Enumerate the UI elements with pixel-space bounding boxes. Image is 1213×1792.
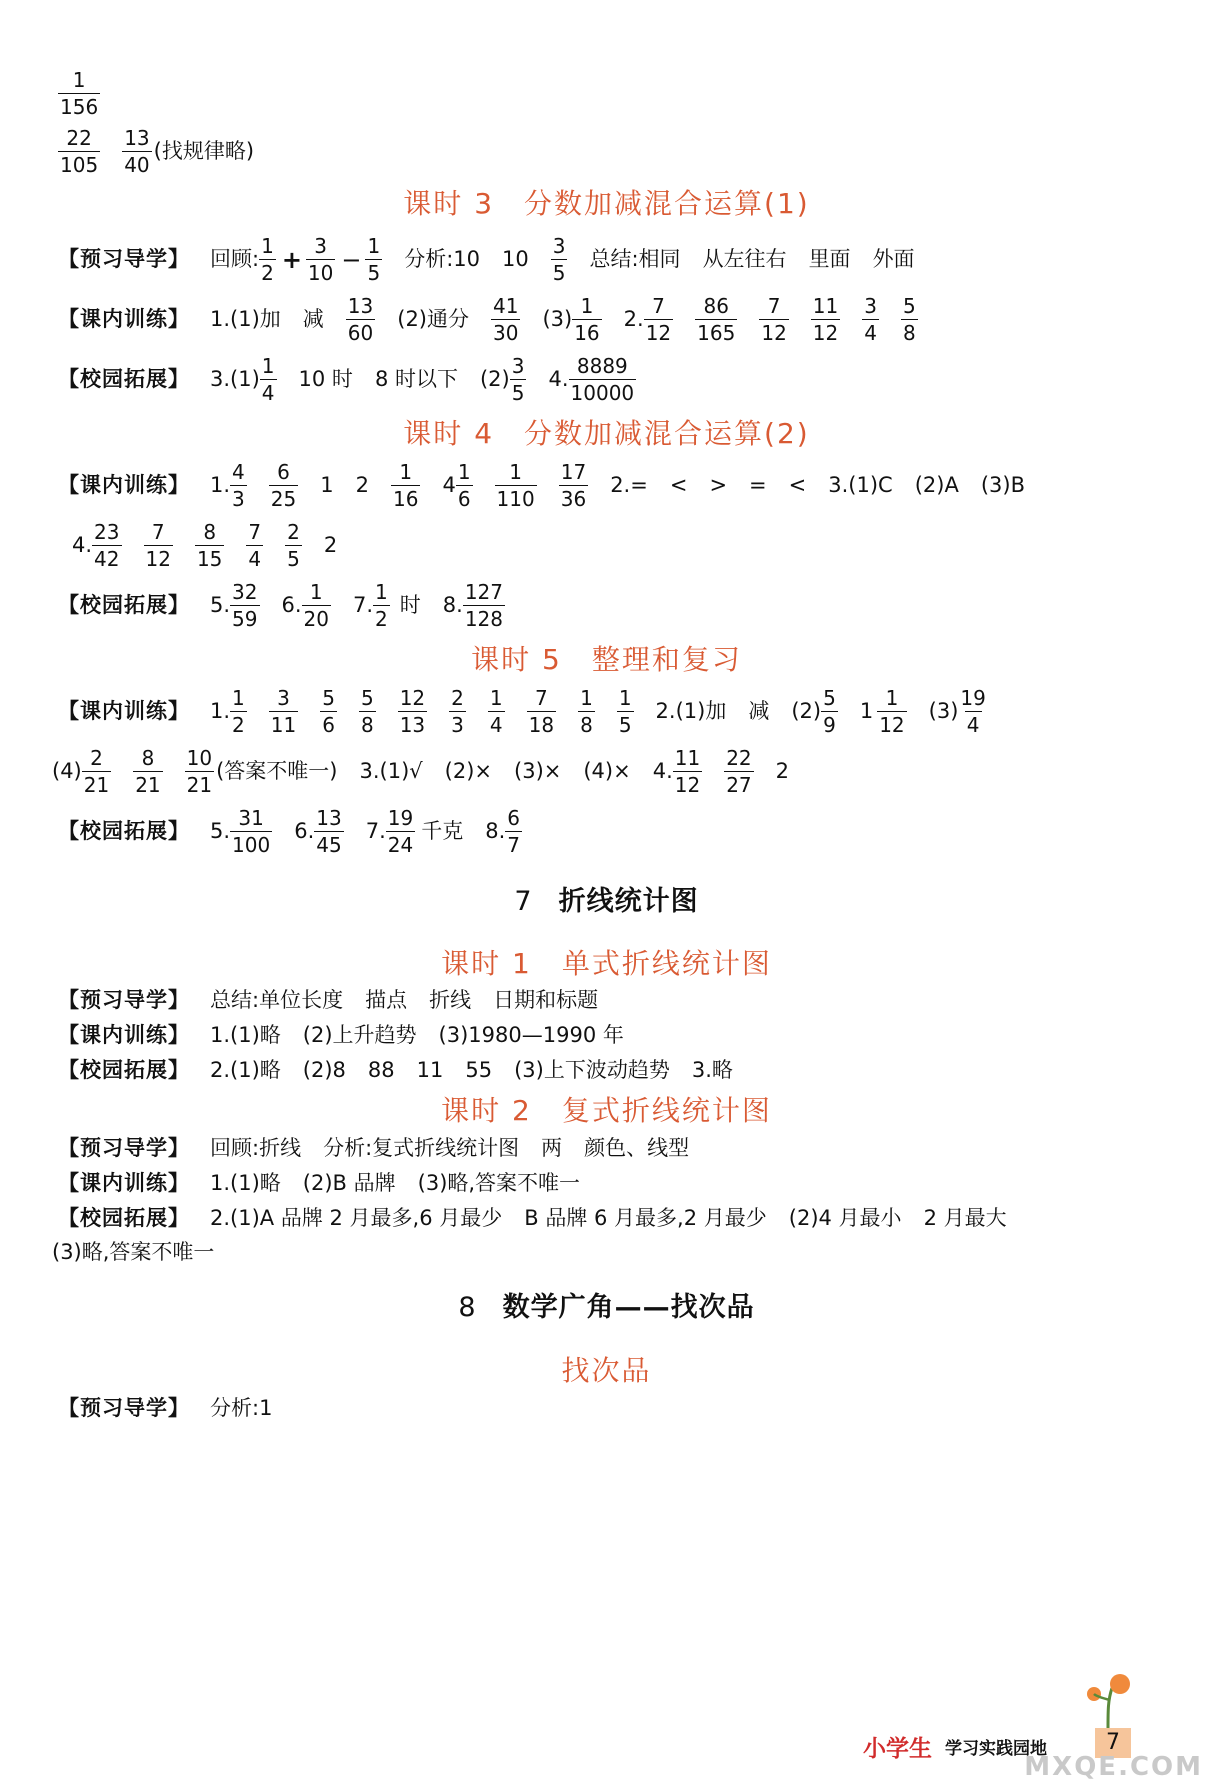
ch7-l2-kenei-row <box>58 1173 1173 1194</box>
page-number: 7 <box>1095 1728 1131 1758</box>
fraction: $\frac{22}{105}$ <box>60 126 99 177</box>
fraction: $\frac{3}{5}$ <box>552 234 566 285</box>
ch7-l2-yuxi-row <box>58 1138 1173 1159</box>
text: (2) <box>791 699 822 723</box>
brand-subtitle: 学习实践园地 <box>945 1739 1047 1759</box>
text: 2.(1)略 <box>210 1058 281 1082</box>
fraction: $\frac{13}{45}$ <box>316 806 342 857</box>
label-kenei: 【课内训练】 <box>58 307 190 331</box>
label-yuxi: 【预习导学】 <box>58 1396 190 1420</box>
label-kenei: 【课内训练】 <box>58 473 190 497</box>
text: 1. <box>210 699 231 723</box>
text: (2)× <box>444 759 493 783</box>
fraction: $\frac{1}{16}$ <box>392 460 419 511</box>
l3-kenei-row <box>58 296 1173 343</box>
fraction: $\frac{3}{4}$ <box>864 294 877 345</box>
text: 折线 <box>429 988 472 1012</box>
text: (2) <box>479 367 510 391</box>
fraction: $\frac{5}{6}$ <box>322 686 335 737</box>
fraction: $\frac{1}{16}$ <box>574 294 600 345</box>
text: 4. <box>72 533 93 557</box>
text: 10 时 <box>298 367 353 391</box>
text: (答案不唯一) <box>216 759 338 783</box>
text: (3)B <box>980 473 1025 497</box>
chapter-8-title: 8 数学广角——找次品 <box>458 1292 755 1323</box>
text: (2)4 月最小 <box>788 1206 902 1230</box>
sprout-icon <box>1078 1670 1138 1730</box>
text: 减 <box>302 307 324 331</box>
text: = <box>749 473 767 497</box>
text: 千克 <box>421 819 464 843</box>
fraction: $\frac{8}{21}$ <box>135 746 161 797</box>
text: 回顾:折线 <box>210 1136 302 1160</box>
text: (4)× <box>583 759 631 783</box>
fraction: $\frac{31}{100}$ <box>232 806 271 857</box>
top-row-1 <box>58 70 1173 117</box>
text: 10 <box>502 247 529 271</box>
text: 6. <box>294 819 315 843</box>
text: (2)通分 <box>397 307 469 331</box>
operator: + <box>281 245 302 274</box>
text: 分析:10 <box>404 247 481 271</box>
text: 时 <box>399 593 421 617</box>
label-xiaoyuan: 【校园拓展】 <box>58 367 190 391</box>
fraction: $\frac{7}{18}$ <box>528 686 555 737</box>
text: < <box>788 473 807 497</box>
text: 总结:相同 <box>589 247 681 271</box>
chapter-7-title: 7 折线统计图 <box>514 886 699 917</box>
text: 3.(1) <box>210 367 260 391</box>
l5-kenei-row-2 <box>52 748 1173 795</box>
fraction: $\frac{5}{9}$ <box>823 686 836 737</box>
text: 3.(1)√ <box>359 759 423 783</box>
text: 减 <box>748 699 770 723</box>
l4-kenei-row <box>58 462 1173 509</box>
l4-kenei-row-2 <box>72 522 1173 569</box>
fraction: $\frac{22}{27}$ <box>726 746 752 797</box>
l5-xiaoyuan-row <box>58 808 1173 855</box>
text: (2)上升趋势 <box>302 1023 417 1047</box>
fraction: $\frac{10}{21}$ <box>186 746 213 797</box>
fraction: $\frac{1}{12}$ <box>879 686 905 737</box>
text: 描点 <box>365 988 408 1012</box>
text: 回顾: <box>210 247 260 271</box>
note-text: (找规律略) <box>153 139 255 163</box>
text: 1 <box>320 473 334 497</box>
text: 5. <box>210 819 231 843</box>
fraction: $\frac{1}{2}$ <box>375 580 388 631</box>
text: (3)× <box>514 759 562 783</box>
text: 8. <box>442 593 463 617</box>
l4-xiaoyuan-row <box>58 582 1173 629</box>
text: 1.(1)略 <box>210 1023 281 1047</box>
fraction: $\frac{4}{3}$ <box>232 460 245 511</box>
fraction: $\frac{2}{5}$ <box>287 520 300 571</box>
text: (2)B 品牌 <box>302 1171 396 1195</box>
text: > <box>709 473 728 497</box>
text: 外面 <box>872 247 915 271</box>
l3-yuxi-row <box>58 236 1173 283</box>
ch8-lesson-title: 找次品 <box>561 1354 652 1387</box>
text: 88 <box>367 1058 395 1082</box>
text: 7. <box>365 819 386 843</box>
text: (3)1980—1990 年 <box>438 1023 624 1047</box>
text: 总结:单位长度 <box>210 988 344 1012</box>
ch7-lesson-1-title: 课时 1 单式折线统计图 <box>441 947 772 980</box>
text: 5. <box>210 593 231 617</box>
fraction: $\frac{1}{5}$ <box>367 234 381 285</box>
label-xiaoyuan: 【校园拓展】 <box>58 1206 190 1230</box>
text: 颜色、线型 <box>584 1136 690 1160</box>
brand-name: 小学生 <box>863 1736 932 1762</box>
fraction: $\frac{3}{10}$ <box>307 234 334 285</box>
text: 4 <box>442 473 456 497</box>
ch7-l1-kenei-row <box>58 1025 1173 1046</box>
label-kenei: 【课内训练】 <box>58 699 190 723</box>
top-row-2 <box>58 128 1173 175</box>
label-xiaoyuan: 【校园拓展】 <box>58 819 190 843</box>
text: (3)略,答案不唯一 <box>52 1240 215 1264</box>
text: 2. <box>623 307 644 331</box>
fraction: $\frac{1}{110}$ <box>496 460 535 511</box>
fraction: $\frac{7}{4}$ <box>248 520 262 571</box>
ch7-l1-yuxi-row <box>58 990 1173 1011</box>
fraction: $\frac{3}{11}$ <box>270 686 297 737</box>
fraction: $\frac{3}{5}$ <box>511 354 525 405</box>
label-yuxi: 【预习导学】 <box>58 1136 190 1160</box>
text: (3)略,答案不唯一 <box>417 1171 581 1195</box>
text: (3)上下波动趋势 <box>514 1058 670 1082</box>
fraction: $\frac{2}{3}$ <box>451 686 464 737</box>
text: 11 <box>416 1058 444 1082</box>
text: 从左往右 <box>702 247 787 271</box>
ch8-yuxi-row <box>58 1398 1173 1419</box>
text: 2.(1)A 品牌 2 月最多,6 月最少 <box>210 1206 503 1230</box>
text: 2 <box>355 473 369 497</box>
ch7-l2-xiaoyuan-row <box>58 1208 1173 1229</box>
text: < <box>669 473 688 497</box>
text: 6. <box>281 593 302 617</box>
ch7-l2-xiaoyuan-row-2 <box>52 1242 1173 1263</box>
fraction: $\frac{1}{2}$ <box>261 234 274 285</box>
label-yuxi: 【预习导学】 <box>58 988 190 1012</box>
fraction: $\frac{1}{4}$ <box>489 686 503 737</box>
lesson-4-title: 课时 4 分数加减混合运算(2) <box>403 417 810 450</box>
fraction: $\frac{11}{12}$ <box>812 294 839 345</box>
text: (3) <box>928 699 959 723</box>
operator: − <box>341 245 362 274</box>
text: 8. <box>485 819 506 843</box>
label-xiaoyuan: 【校园拓展】 <box>58 593 190 617</box>
fraction: $\frac{86}{165}$ <box>697 294 736 345</box>
lesson-3-title: 课时 3 分数加减混合运算(1) <box>403 187 810 220</box>
text: (3) <box>542 307 573 331</box>
ch7-l1-xiaoyuan-row <box>58 1060 1173 1081</box>
fraction: $\frac{32}{59}$ <box>232 580 258 631</box>
text: 2.(1)加 <box>655 699 727 723</box>
lesson-5-title: 课时 5 整理和复习 <box>471 643 742 676</box>
text: 1 <box>859 699 874 723</box>
text: 2 <box>775 759 790 783</box>
text: B 品牌 6 月最多,2 月最少 <box>524 1206 767 1230</box>
fraction: $\frac{1}{156}$ <box>60 68 99 119</box>
fraction: $\frac{13}{60}$ <box>347 294 374 345</box>
fraction: $\frac{2}{21}$ <box>83 746 110 797</box>
fraction: $\frac{7}{12}$ <box>145 520 171 571</box>
text: 1.(1)加 <box>210 307 281 331</box>
fraction: $\frac{1}{2}$ <box>232 686 245 737</box>
text: 分析:复式折线统计图 <box>323 1136 520 1160</box>
fraction: $\frac{1}{6}$ <box>457 460 471 511</box>
fraction: $\frac{12}{13}$ <box>399 686 426 737</box>
fraction: $\frac{19}{24}$ <box>387 806 414 857</box>
text: 2.= <box>610 473 648 497</box>
label-xiaoyuan: 【校园拓展】 <box>58 1058 190 1082</box>
fraction: $\frac{1}{20}$ <box>303 580 329 631</box>
text: 4. <box>652 759 673 783</box>
fraction: $\frac{23}{42}$ <box>94 520 120 571</box>
watermark: MXQE.COM <box>1024 1752 1203 1782</box>
fraction: $\frac{7}{12}$ <box>761 294 787 345</box>
fraction: $\frac{1}{4}$ <box>261 354 275 405</box>
ch7-lesson-2-title: 课时 2 复式折线统计图 <box>441 1094 772 1127</box>
text: 两 <box>541 1136 563 1160</box>
fraction: $\frac{5}{8}$ <box>902 294 916 345</box>
fraction: $\frac{11}{12}$ <box>674 746 701 797</box>
fraction: $\frac{13}{40}$ <box>124 126 150 177</box>
text: 4. <box>548 367 569 391</box>
text: 分析:1 <box>210 1396 273 1420</box>
text: 日期和标题 <box>493 988 599 1012</box>
fraction: $\frac{6}{7}$ <box>507 806 521 857</box>
text: 1. <box>210 473 231 497</box>
text: (2)8 <box>302 1058 346 1082</box>
label-kenei: 【课内训练】 <box>58 1023 190 1047</box>
text: (2)A <box>914 473 959 497</box>
fraction: $\frac{6}{25}$ <box>270 460 297 511</box>
text: 1.(1)略 <box>210 1171 281 1195</box>
l3-xiaoyuan-row <box>58 356 1173 403</box>
text: 8 时以下 <box>374 367 458 391</box>
fraction: $\frac{5}{8}$ <box>360 686 374 737</box>
text: (4) <box>52 759 82 783</box>
fraction: $\frac{1}{8}$ <box>580 686 593 737</box>
fraction: $\frac{127}{128}$ <box>464 580 504 631</box>
fraction: $\frac{8889}{10000}$ <box>570 354 635 405</box>
fraction: $\frac{19}{4}$ <box>960 686 986 737</box>
text: 2 <box>323 533 338 557</box>
fraction: $\frac{17}{36}$ <box>560 460 587 511</box>
fraction: $\frac{1}{5}$ <box>618 686 632 737</box>
fraction: $\frac{7}{12}$ <box>645 294 672 345</box>
text: 里面 <box>808 247 851 271</box>
text: 7. <box>353 593 374 617</box>
label-yuxi: 【预习导学】 <box>58 247 190 271</box>
label-kenei: 【课内训练】 <box>58 1171 190 1195</box>
text: 3.(1)C <box>828 473 893 497</box>
text: 2 月最大 <box>923 1206 1007 1230</box>
fraction: $\frac{41}{30}$ <box>493 294 519 345</box>
text: 55 <box>465 1058 493 1082</box>
l5-kenei-row <box>58 688 1173 735</box>
fraction: $\frac{8}{15}$ <box>196 520 223 571</box>
text: 3.略 <box>691 1058 733 1082</box>
